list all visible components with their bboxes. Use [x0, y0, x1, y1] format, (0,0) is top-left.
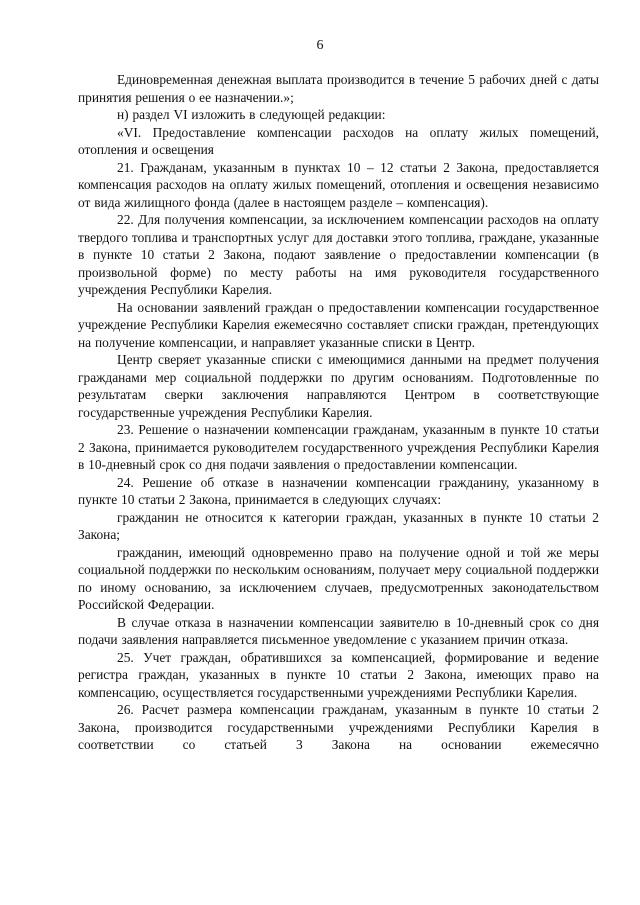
- paragraph-item-22: 22. Для получения компенсации, за исключением компенсации расходов на оплату твердого топлива и транспортных услуг для доставки этого топлива, граждане, указанные в пункте 10 статьи 2 Закона, подают заявление о предоставлении компенсации (в произвольной форме) по месту работы на имя руководителя государственного учреждения Республики Карелия.: [78, 212, 599, 297]
- paragraph-item-21: 21. Гражданам, указанным в пунктах 10 – 12 статьи 2 Закона, предоставляется компенсация расходов на оплату жилых помещений, отопления и освещения независимо от вида жилищного фонда (далее в настоящем разделе – компенсация).: [78, 159, 599, 210]
- document-body: [78, 71, 599, 754]
- paragraph-refusal-notice: В случае отказа в назначении компенсации заявителю в 10-дневный срок со дня подачи заявления направляется письменное уведомление с указанием причин отказа.: [78, 614, 599, 647]
- paragraph-section-vi-amendment: н) раздел VI изложить в следующей редакции:: [117, 107, 386, 122]
- paragraph-item-24: 24. Решение об отказе в назначении компенсации гражданину, указанному в пункте 10 статьи 2 Закона, принимается в следующих случаях:: [78, 474, 599, 507]
- paragraph-refusal-case-2: гражданин, имеющий одновременно право на получение одной и той же меры социальной поддержки по нескольким основаниям, получает меру социальной поддержки по иному основанию, за исключением случаев, предусмотренных законодательством Российской Федерации.: [78, 544, 599, 612]
- paragraph-payment-terms: Единовременная денежная выплата производится в течение 5 рабочих дней с даты принятия решения о ее назначении.»;: [78, 72, 599, 105]
- paragraph-item-26: 26. Расчет размера компенсации гражданам, указанным в пункте 10 статьи 2 Закона, производится государственными учреждениями Республики Карелия в соответствии со статьей 3 Закона на основании ежемесячно: [78, 702, 599, 752]
- paragraph-item-25: 25. Учет граждан, обратившихся за компенсацией, формирование и ведение регистра граждан, указанных в пункте 10 статьи 2 Закона, имеющих право на компенсацию, осуществляется государственными учреждениями Республики Карелия.: [78, 649, 599, 700]
- page-number: 6: [316, 38, 324, 53]
- paragraph-item-23: 23. Решение о назначении компенсации гражданам, указанным в пункте 10 статьи 2 Закона, принимается руководителем государственного учреждения Республики Карелия в 10-дневный срок со дня подачи заявления о предоставлении компенсации.: [78, 422, 599, 472]
- paragraph-refusal-case-1: гражданин не относится к категории граждан, указанных в пункте 10 статьи 2 Закона;: [78, 509, 599, 542]
- paragraph-center-verification: Центр сверяет указанные списки с имеющимися данными на предмет получения гражданами мер социальной поддержки по другим основаниям. Подготовленные по результатам сверки заключения направляются Центром в соответствующие государственные учреждения Республики Карелия.: [78, 352, 599, 420]
- section-vi-heading: «VI. Предоставление компенсации расходов на оплату жилых помещений, отопления и освещения: [78, 124, 599, 157]
- paragraph-lists-compilation: На основании заявлений граждан о предоставлении компенсации государственное учреждение Республики Карелия ежемесячно составляет списки граждан, претендующих на получение компенсации, и направляет указанные списки в Центр.: [78, 299, 599, 350]
